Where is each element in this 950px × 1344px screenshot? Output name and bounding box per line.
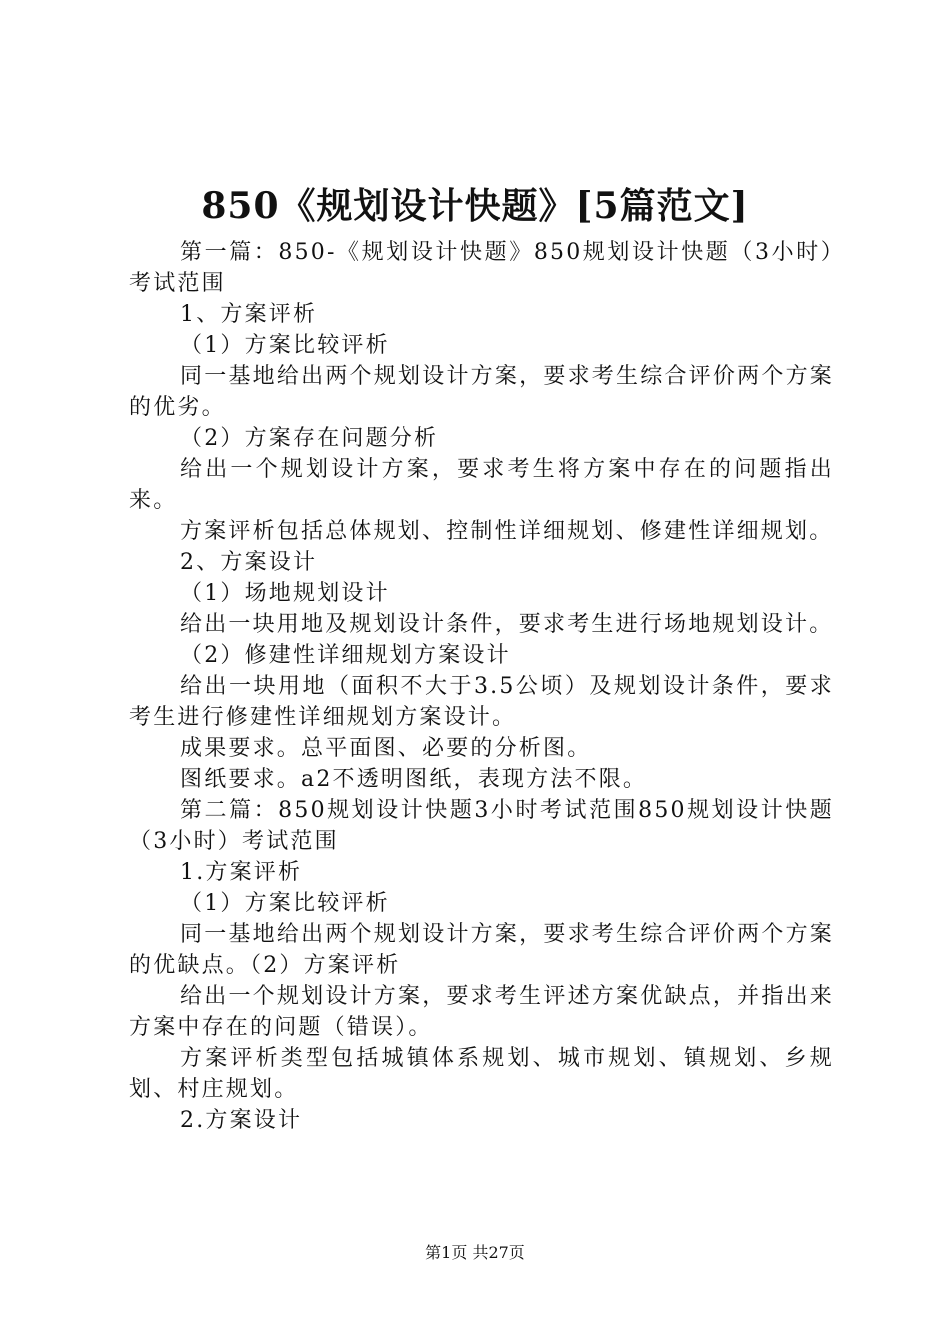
paragraph: （1）方案比较评析 bbox=[180, 891, 390, 916]
paragraph: （1）场地规划设计 bbox=[180, 581, 390, 606]
paragraph: 第一篇：850-《规划设计快题》850规划设计快题（3小时）考试范围 bbox=[129, 240, 834, 296]
paragraph: 成果要求。总平面图、必要的分析图。 bbox=[180, 736, 592, 761]
paragraph: 同一基地给出两个规划设计方案，要求考生综合评价两个方案的优缺点。（2）方案评析 bbox=[129, 922, 834, 978]
paragraph: 1、方案评析 bbox=[180, 302, 318, 327]
paragraph: 给出一块用地（面积不大于3.5公顷）及规划设计条件，要求考生进行修建性详细规划方案设计。 bbox=[129, 674, 834, 730]
paragraph: 方案评析包括总体规划、控制性详细规划、修建性详细规划。 bbox=[180, 519, 834, 544]
paragraph: 同一基地给出两个规划设计方案，要求考生综合评价两个方案的优劣。 bbox=[129, 364, 834, 420]
paragraph: （1）方案比较评析 bbox=[180, 333, 390, 358]
document-body bbox=[129, 237, 834, 1136]
paragraph: 2、方案设计 bbox=[180, 550, 318, 575]
paragraph: （2）方案存在问题分析 bbox=[180, 426, 439, 451]
paragraph: 1.方案评析 bbox=[180, 860, 303, 885]
paragraph: 给出一块用地及规划设计条件，要求考生进行场地规划设计。 bbox=[180, 612, 834, 637]
document-title: 850《规划设计快题》[5篇范文] bbox=[201, 185, 749, 227]
paragraph: 方案评析类型包括城镇体系规划、城市规划、镇规划、乡规划、村庄规划。 bbox=[129, 1046, 834, 1102]
page-footer: 第1页 共27页 bbox=[425, 1243, 525, 1262]
paragraph: 给出一个规划设计方案，要求考生评述方案优缺点，并指出来方案中存在的问题（错误）。 bbox=[129, 984, 834, 1040]
paragraph: 第二篇：850规划设计快题3小时考试范围850规划设计快题（3小时）考试范围 bbox=[129, 798, 834, 854]
paragraph: 2.方案设计 bbox=[180, 1108, 303, 1133]
paragraph: 图纸要求。a2不透明图纸，表现方法不限。 bbox=[180, 767, 648, 792]
paragraph: （2）修建性详细规划方案设计 bbox=[180, 643, 511, 668]
paragraph: 给出一个规划设计方案，要求考生将方案中存在的问题指出来。 bbox=[129, 457, 834, 513]
